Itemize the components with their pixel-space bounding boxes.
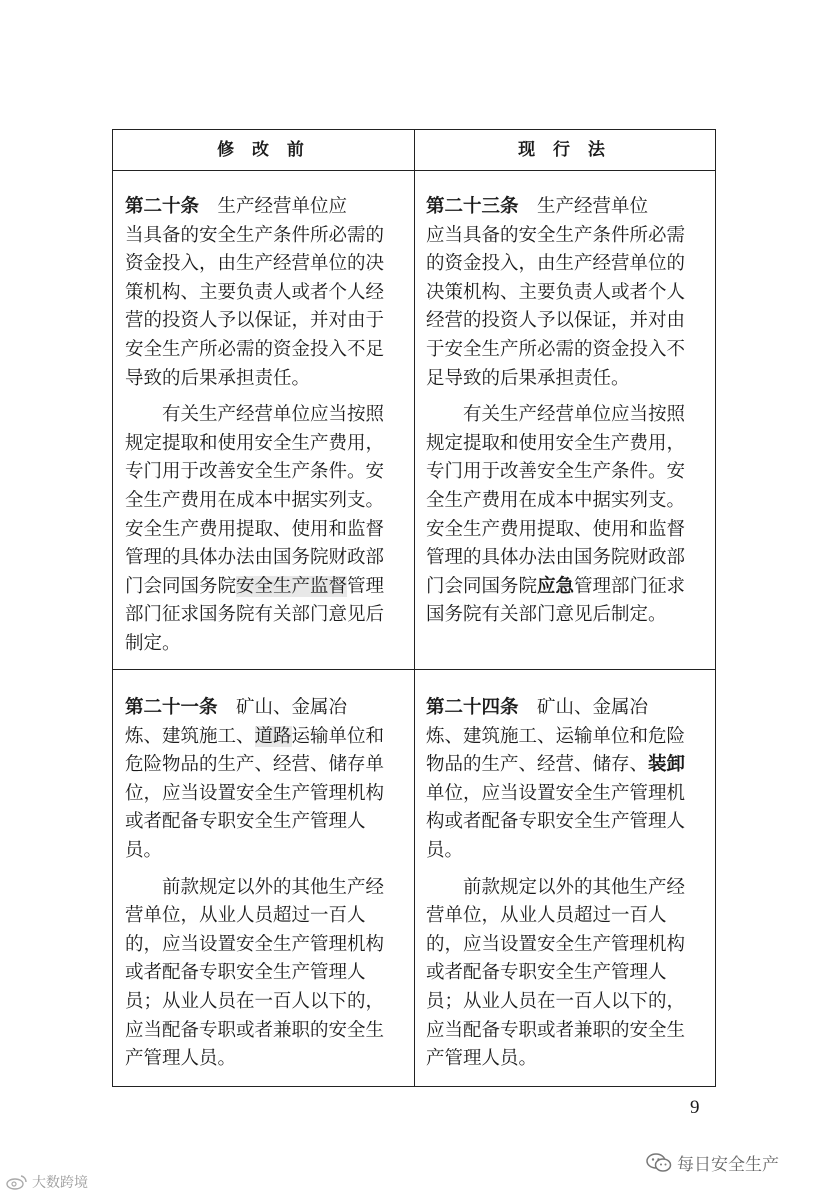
text-segment: 制定。	[125, 632, 181, 654]
text-line	[125, 902, 402, 931]
text-segment: 炼、建筑施工、	[125, 725, 255, 747]
text-segment: 安全生产所必需的资金投入不足	[125, 338, 385, 360]
text-segment: 位，应当设置安全生产管理机构	[125, 782, 385, 804]
text-segment: 危险物品的生产、经营、储存单	[125, 754, 385, 776]
text-line	[125, 1045, 402, 1074]
row1-before-cell	[113, 193, 414, 659]
text-segment: 前款规定以外的其他生产经	[162, 876, 385, 898]
text-segment: 安全生产费用提取、使用和监督	[426, 518, 686, 540]
text-line	[426, 931, 703, 960]
text-segment: 管理	[347, 575, 385, 597]
text-line	[426, 959, 703, 988]
text-segment: 产管理人员。	[125, 1048, 237, 1070]
text-line	[125, 1017, 402, 1046]
text-segment: 炼、建筑施工、运输单位和危险	[426, 725, 686, 747]
text-line	[426, 723, 703, 752]
text-segment: 或者配备专职安全生产管理人	[426, 962, 667, 984]
text-line	[125, 279, 402, 308]
text-line	[125, 694, 402, 723]
text-line	[125, 808, 402, 837]
text-segment: 门会同国务院	[426, 575, 538, 597]
row2-before-cell	[113, 694, 414, 1074]
watermark-wechat	[646, 1150, 779, 1175]
text-segment: 员。	[426, 839, 464, 861]
text-line	[426, 430, 703, 459]
text-segment: 全生产费用在成本中据实列支。	[426, 489, 686, 511]
text-segment: 营的投资人予以保证，并对由于	[125, 310, 385, 332]
text-line	[426, 601, 703, 630]
header-current: 现 行 法	[518, 140, 611, 160]
text-line	[426, 222, 703, 251]
text-line	[426, 250, 703, 279]
article-heading: 第二十三条	[426, 196, 519, 217]
text-segment: 门会同国务院	[125, 575, 237, 597]
row1-current-cell	[414, 193, 715, 630]
text-line	[426, 694, 703, 723]
text-segment: 决策机构、主要负责人或者个人	[426, 281, 686, 303]
text-line	[125, 931, 402, 960]
text-segment: 有关生产经营单位应当按照	[162, 404, 385, 426]
text-segment: 或者配备专职安全生产管理人	[125, 811, 366, 833]
text-line	[125, 401, 402, 430]
row2-current-cell	[414, 694, 715, 1074]
text-line	[426, 365, 703, 394]
text-segment: 专门用于改善安全生产条件。安	[426, 461, 686, 483]
text-line	[125, 630, 402, 659]
paragraph-gap	[426, 866, 703, 874]
text-line	[426, 516, 703, 545]
article-heading: 第二十一条	[125, 697, 218, 718]
text-line	[125, 837, 402, 866]
text-segment: 的，应当设置安全生产管理机构	[426, 933, 686, 955]
article-heading: 第二十四条	[426, 697, 519, 718]
text-line	[125, 487, 402, 516]
text-line	[125, 307, 402, 336]
text-line	[125, 601, 402, 630]
text-segment: 经营的投资人予以保证，并对由	[426, 310, 686, 332]
text-segment: 单位，应当设置安全生产管理机	[426, 782, 686, 804]
text-line	[426, 401, 703, 430]
text-line	[426, 837, 703, 866]
text-segment: 有关生产经营单位应当按照	[463, 404, 686, 426]
header-divider	[113, 170, 715, 171]
text-line	[125, 516, 402, 545]
text-line	[125, 250, 402, 279]
watermark-weibo	[6, 1172, 88, 1192]
text-segment: 营单位，从业人员超过一百人	[426, 905, 667, 927]
text-line	[426, 1017, 703, 1046]
text-segment: 足导致的后果承担责任。	[426, 367, 630, 389]
text-line	[426, 1045, 703, 1074]
text-line	[125, 988, 402, 1017]
text-line	[426, 458, 703, 487]
text-segment: 策机构、主要负责人或者个人经	[125, 281, 385, 303]
text-line	[125, 430, 402, 459]
text-segment: 前款规定以外的其他生产经	[463, 876, 686, 898]
text-segment: 物品的生产、经营、储存、	[426, 754, 649, 776]
text-segment: 构或者配备专职安全生产管理人	[426, 811, 686, 833]
text-segment: 生产经营单位	[518, 196, 649, 217]
text-line	[125, 573, 402, 602]
text-segment: 全生产费用在成本中据实列支。	[125, 489, 385, 511]
text-segment: 运输单位和	[291, 725, 385, 747]
text-segment: 管理的具体办法由国务院财政部	[125, 547, 385, 569]
text-line	[125, 874, 402, 903]
text-line	[426, 751, 703, 780]
text-segment: 或者配备专职安全生产管理人	[125, 962, 366, 984]
text-segment: 专门用于改善安全生产条件。安	[125, 461, 385, 483]
text-line	[125, 336, 402, 365]
text-line	[426, 780, 703, 809]
paragraph-gap	[125, 866, 402, 874]
text-segment: 营单位，从业人员超过一百人	[125, 905, 366, 927]
paragraph-gap	[426, 393, 703, 401]
text-segment: 矿山、金属冶	[217, 697, 348, 718]
text-segment: 应当具备的安全生产条件所必需	[426, 224, 686, 246]
text-segment: 国务院有关部门意见后制定。	[426, 604, 667, 626]
text-line	[125, 723, 402, 752]
text-segment: 规定提取和使用安全生产费用，	[426, 432, 686, 454]
text-line	[426, 573, 703, 602]
row-divider	[113, 669, 715, 670]
text-line	[125, 544, 402, 573]
text-line	[426, 487, 703, 516]
wechat-icon	[646, 1153, 672, 1173]
paragraph-gap	[125, 393, 402, 401]
text-line	[125, 222, 402, 251]
text-segment: 的，应当设置安全生产管理机构	[125, 933, 385, 955]
text-segment: 产管理人员。	[426, 1048, 538, 1070]
text-line	[125, 780, 402, 809]
text-line	[125, 365, 402, 394]
text-segment: 规定提取和使用安全生产费用，	[125, 432, 385, 454]
text-line	[125, 751, 402, 780]
text-segment: 应当配备专职或者兼职的安全生	[125, 1019, 385, 1041]
watermark-wechat-text: 每日安全生产	[677, 1155, 779, 1175]
article-heading: 应急	[537, 575, 575, 597]
text-segment: 当具备的安全生产条件所必需的	[125, 224, 385, 246]
text-line	[125, 959, 402, 988]
text-line	[426, 808, 703, 837]
text-segment: 于安全生产所必需的资金投入不	[426, 338, 686, 360]
text-line	[426, 874, 703, 903]
text-segment: 管理的具体办法由国务院财政部	[426, 547, 686, 569]
text-line	[426, 902, 703, 931]
text-segment: 矿山、金属冶	[518, 697, 649, 718]
text-segment: 员；从业人员在一百人以下的，	[426, 990, 686, 1012]
text-segment: 员。	[125, 839, 163, 861]
weibo-icon	[6, 1174, 28, 1190]
header-before: 修 改 前	[217, 140, 310, 160]
text-line	[426, 193, 703, 222]
text-line	[125, 458, 402, 487]
text-segment: 员；从业人员在一百人以下的，	[125, 990, 385, 1012]
text-line	[426, 988, 703, 1017]
text-segment: 部门征求国务院有关部门意见后	[125, 604, 385, 626]
highlighted-text: 安全生产监督	[236, 575, 348, 597]
text-segment: 应当配备专职或者兼职的安全生	[426, 1019, 686, 1041]
text-line	[426, 279, 703, 308]
text-line	[426, 544, 703, 573]
text-line	[125, 193, 402, 222]
text-segment: 安全生产费用提取、使用和监督	[125, 518, 385, 540]
text-line	[426, 307, 703, 336]
text-segment: 资金投入，由生产经营单位的决	[125, 253, 385, 275]
text-segment: 的资金投入，由生产经营单位的	[426, 253, 686, 275]
text-line	[426, 336, 703, 365]
article-heading: 第二十条	[125, 196, 200, 217]
text-segment: 导致的后果承担责任。	[125, 367, 311, 389]
highlighted-text: 道路	[254, 725, 292, 747]
article-heading: 装卸	[648, 754, 686, 776]
watermark-weibo-text: 大数跨境	[32, 1175, 88, 1191]
comparison-table	[112, 129, 716, 1087]
text-segment: 管理部门征求	[574, 575, 686, 597]
page-number: 9	[690, 1097, 700, 1118]
text-segment: 生产经营单位应	[199, 196, 348, 217]
